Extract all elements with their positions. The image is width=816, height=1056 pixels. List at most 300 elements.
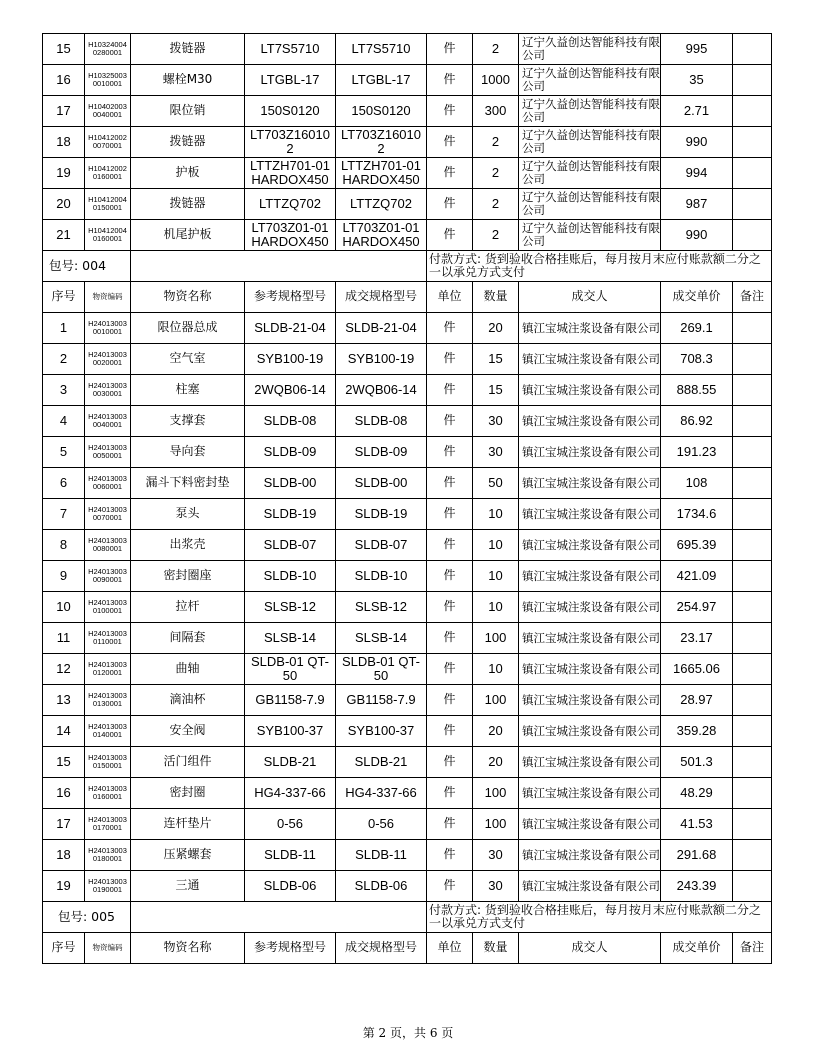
vendor: 镇江宝城注浆设备有限公司 xyxy=(519,499,661,530)
unit-price: 28.97 xyxy=(661,685,733,716)
reference-spec-line: SLSB-14 xyxy=(263,629,317,645)
deal-spec-line: SYB100-37 xyxy=(347,722,415,738)
note xyxy=(733,158,772,189)
reference-spec xyxy=(245,344,336,375)
material-code-line: H24013003 xyxy=(88,442,127,452)
vendor: 辽宁久益创达智能科技有限公司 xyxy=(519,158,661,189)
reference-spec xyxy=(245,158,336,189)
reference-spec xyxy=(245,778,336,809)
material-code-line: 0010001 xyxy=(92,327,123,336)
deal-spec-line: SLDB-09 xyxy=(354,443,408,459)
deal-spec xyxy=(336,623,427,654)
material-code-line: H24013003 xyxy=(88,473,127,483)
material-code xyxy=(85,468,131,499)
deal-spec-line: SLDB-21 xyxy=(354,753,408,769)
deal-spec xyxy=(336,344,427,375)
reference-spec-line: SYB100-37 xyxy=(256,722,324,738)
note xyxy=(733,592,772,623)
unit-price: 888.55 xyxy=(661,375,733,406)
header-deal-spec: 成交规格型号 xyxy=(336,282,427,313)
header-ref-spec: 参考规格型号 xyxy=(245,933,336,964)
package-004-header xyxy=(43,251,772,313)
deal-spec-line: HARDOX450 xyxy=(342,172,420,187)
material-name: 拨链器 xyxy=(131,34,245,65)
header-code: 物资编码 xyxy=(85,933,131,964)
material-code-line: H10402003 xyxy=(88,101,127,111)
material-code-line: H10324004 xyxy=(88,39,127,49)
material-name: 三通 xyxy=(131,871,245,902)
vendor: 镇江宝城注浆设备有限公司 xyxy=(519,406,661,437)
material-code-line: H24013003 xyxy=(88,659,127,669)
unit: 件 xyxy=(427,809,473,840)
vendor: 镇江宝城注浆设备有限公司 xyxy=(519,344,661,375)
material-code-line: 0060001 xyxy=(92,482,123,491)
reference-spec xyxy=(245,220,336,251)
unit: 件 xyxy=(427,530,473,561)
material-code-line: H10412002 xyxy=(88,163,127,173)
note xyxy=(733,747,772,778)
material-code-line: 0110001 xyxy=(93,637,122,646)
vendor: 镇江宝城注浆设备有限公司 xyxy=(519,468,661,499)
reference-spec-line: 50 xyxy=(282,668,298,683)
material-code xyxy=(85,220,131,251)
row-index: 19 xyxy=(43,871,85,902)
vendor: 镇江宝城注浆设备有限公司 xyxy=(519,561,661,592)
note xyxy=(733,406,772,437)
table-row xyxy=(43,468,772,499)
material-code xyxy=(85,437,131,468)
vendor: 辽宁久益创达智能科技有限公司 xyxy=(519,220,661,251)
material-code-line: H24013003 xyxy=(88,504,127,514)
table-row xyxy=(43,344,772,375)
unit: 件 xyxy=(427,468,473,499)
deal-spec xyxy=(336,871,427,902)
reference-spec-line: SLDB-19 xyxy=(263,505,317,521)
material-name: 限位器总成 xyxy=(131,313,245,344)
reference-spec-line: SLSB-12 xyxy=(263,598,317,614)
reference-spec-line: HARDOX450 xyxy=(251,172,329,187)
package-blank xyxy=(131,251,427,282)
header-ref-spec: 参考规格型号 xyxy=(245,282,336,313)
deal-spec xyxy=(336,375,427,406)
material-name: 安全阀 xyxy=(131,716,245,747)
vendor: 镇江宝城注浆设备有限公司 xyxy=(519,840,661,871)
row-index: 5 xyxy=(43,437,85,468)
unit: 件 xyxy=(427,561,473,592)
material-code-line: 0020001 xyxy=(92,358,123,367)
reference-spec-line: SLDB-06 xyxy=(263,877,317,893)
table-row xyxy=(43,189,772,220)
deal-spec-line: LTGBL-17 xyxy=(351,71,411,87)
deal-spec-line: HG4-337-66 xyxy=(345,784,417,800)
deal-spec xyxy=(336,592,427,623)
note xyxy=(733,840,772,871)
quantity: 20 xyxy=(473,313,519,344)
reference-spec-line: 150S0120 xyxy=(260,102,320,118)
row-index: 15 xyxy=(43,747,85,778)
material-code xyxy=(85,747,131,778)
unit-price: 108 xyxy=(661,468,733,499)
reference-spec xyxy=(245,871,336,902)
reference-spec xyxy=(245,189,336,220)
header-price: 成交单价 xyxy=(661,933,733,964)
quantity: 10 xyxy=(473,499,519,530)
table-row xyxy=(43,375,772,406)
deal-spec-line: SLDB-08 xyxy=(354,412,408,428)
unit: 件 xyxy=(427,158,473,189)
table-row xyxy=(43,716,772,747)
material-name: 泵头 xyxy=(131,499,245,530)
reference-spec xyxy=(245,654,336,685)
payment-terms: 付款方式: 货到验收合格挂账后，每月按月末应付账款额二分之一以承兑方式支付 xyxy=(427,251,772,282)
quantity: 100 xyxy=(473,685,519,716)
table-row xyxy=(43,685,772,716)
unit-price: 254.97 xyxy=(661,592,733,623)
table-row xyxy=(43,127,772,158)
material-code xyxy=(85,623,131,654)
vendor: 镇江宝城注浆设备有限公司 xyxy=(519,375,661,406)
row-index: 15 xyxy=(43,34,85,65)
unit: 件 xyxy=(427,623,473,654)
material-name: 导向套 xyxy=(131,437,245,468)
deal-spec xyxy=(336,530,427,561)
deal-spec-line: SLDB-06 xyxy=(354,877,408,893)
material-code-line: 0190001 xyxy=(92,885,123,894)
deal-spec xyxy=(336,65,427,96)
deal-spec-line: HARDOX450 xyxy=(342,234,420,249)
deal-spec xyxy=(336,685,427,716)
deal-spec-line: 0-56 xyxy=(367,815,395,831)
vendor: 辽宁久益创达智能科技有限公司 xyxy=(519,65,661,96)
unit: 件 xyxy=(427,189,473,220)
vendor: 镇江宝城注浆设备有限公司 xyxy=(519,716,661,747)
header-index: 序号 xyxy=(43,282,85,313)
unit: 件 xyxy=(427,747,473,778)
vendor: 镇江宝城注浆设备有限公司 xyxy=(519,530,661,561)
quantity: 10 xyxy=(473,561,519,592)
note xyxy=(733,437,772,468)
table-row xyxy=(43,530,772,561)
material-code-line: 0150001 xyxy=(92,203,123,212)
material-name: 螺栓M30 xyxy=(131,65,245,96)
reference-spec xyxy=(245,499,336,530)
unit: 件 xyxy=(427,654,473,685)
note xyxy=(733,375,772,406)
material-code-line: H24013003 xyxy=(88,349,127,359)
header-vendor: 成交人 xyxy=(519,282,661,313)
reference-spec xyxy=(245,561,336,592)
deal-spec-line: SLDB-10 xyxy=(354,567,408,583)
reference-spec xyxy=(245,65,336,96)
material-name: 机尾护板 xyxy=(131,220,245,251)
material-code-line: H10412004 xyxy=(88,225,127,235)
quantity: 20 xyxy=(473,716,519,747)
material-name: 拨链器 xyxy=(131,127,245,158)
table-row xyxy=(43,654,772,685)
package-004-rows xyxy=(43,313,772,902)
unit: 件 xyxy=(427,65,473,96)
table-row xyxy=(43,313,772,344)
material-name: 密封圈 xyxy=(131,778,245,809)
material-code xyxy=(85,592,131,623)
vendor: 镇江宝城注浆设备有限公司 xyxy=(519,592,661,623)
reference-spec-line: GB1158-7.9 xyxy=(255,691,325,707)
quantity: 10 xyxy=(473,654,519,685)
material-code-line: 0070001 xyxy=(92,141,123,150)
material-code-line: 0150001 xyxy=(92,761,123,770)
reference-spec-line: HG4-337-66 xyxy=(254,784,326,800)
material-code-line: H24013003 xyxy=(88,380,127,390)
reference-spec-line: SLDB-21 xyxy=(263,753,317,769)
row-index: 7 xyxy=(43,499,85,530)
unit-price: 990 xyxy=(661,220,733,251)
row-index: 8 xyxy=(43,530,85,561)
reference-spec-line: LTGBL-17 xyxy=(260,71,320,87)
reference-spec-line: LTTZQ702 xyxy=(259,195,321,211)
note xyxy=(733,96,772,127)
vendor: 辽宁久益创达智能科技有限公司 xyxy=(519,127,661,158)
reference-spec xyxy=(245,34,336,65)
vendor: 镇江宝城注浆设备有限公司 xyxy=(519,623,661,654)
unit: 件 xyxy=(427,716,473,747)
reference-spec xyxy=(245,840,336,871)
quantity: 100 xyxy=(473,809,519,840)
unit-price: 994 xyxy=(661,158,733,189)
material-code-line: 0160001 xyxy=(92,234,123,243)
unit: 件 xyxy=(427,592,473,623)
unit-price: 35 xyxy=(661,65,733,96)
table-row xyxy=(43,406,772,437)
unit-price: 695.39 xyxy=(661,530,733,561)
unit-price: 86.92 xyxy=(661,406,733,437)
header-vendor: 成交人 xyxy=(519,933,661,964)
reference-spec-line: SLDB-08 xyxy=(263,412,317,428)
page-number: 第 2 页，共 6 页 xyxy=(362,1026,454,1040)
header-note: 备注 xyxy=(733,282,772,313)
material-name: 限位销 xyxy=(131,96,245,127)
table-row xyxy=(43,499,772,530)
package-blank xyxy=(131,902,427,933)
deal-spec-line: SLDB-21-04 xyxy=(345,319,417,335)
note xyxy=(733,561,772,592)
material-code-line: H24013003 xyxy=(88,845,127,855)
vendor: 镇江宝城注浆设备有限公司 xyxy=(519,313,661,344)
material-code xyxy=(85,716,131,747)
table-row xyxy=(43,96,772,127)
deal-spec xyxy=(336,778,427,809)
unit-price: 48.29 xyxy=(661,778,733,809)
material-code-line: 0160001 xyxy=(92,792,123,801)
reference-spec xyxy=(245,468,336,499)
material-code xyxy=(85,406,131,437)
reference-spec xyxy=(245,623,336,654)
unit: 件 xyxy=(427,437,473,468)
unit: 件 xyxy=(427,406,473,437)
material-code-line: 0170001 xyxy=(92,823,123,832)
reference-spec-line: SLDB-07 xyxy=(263,536,317,552)
deal-spec xyxy=(336,654,427,685)
unit-price: 269.1 xyxy=(661,313,733,344)
material-code-line: H24013003 xyxy=(88,566,127,576)
unit-price: 421.09 xyxy=(661,561,733,592)
material-name: 连杆垫片 xyxy=(131,809,245,840)
row-index: 17 xyxy=(43,96,85,127)
unit: 件 xyxy=(427,96,473,127)
header-qty: 数量 xyxy=(473,282,519,313)
row-index: 10 xyxy=(43,592,85,623)
material-code-line: 0080001 xyxy=(92,544,123,553)
reference-spec xyxy=(245,375,336,406)
quantity: 300 xyxy=(473,96,519,127)
material-code xyxy=(85,344,131,375)
quantity: 2 xyxy=(473,158,519,189)
vendor: 镇江宝城注浆设备有限公司 xyxy=(519,871,661,902)
payment-terms: 付款方式: 货到验收合格挂账后，每月按月末应付账款额二分之一以承兑方式支付 xyxy=(427,902,772,933)
reference-spec-line: LTTZH701-01 xyxy=(250,157,330,173)
unit-price: 291.68 xyxy=(661,840,733,871)
quantity: 2 xyxy=(473,127,519,158)
deal-spec xyxy=(336,561,427,592)
unit-price: 1734.6 xyxy=(661,499,733,530)
reference-spec xyxy=(245,747,336,778)
reference-spec xyxy=(245,313,336,344)
deal-spec xyxy=(336,809,427,840)
reference-spec xyxy=(245,809,336,840)
material-code-line: 0280001 xyxy=(92,48,123,57)
deal-spec-line: SLSB-14 xyxy=(354,629,408,645)
quantity: 15 xyxy=(473,375,519,406)
unit-price: 359.28 xyxy=(661,716,733,747)
material-code-line: H24013003 xyxy=(88,752,127,762)
deal-spec-line: 2WQB06-14 xyxy=(345,381,417,397)
package-label: 包号: 005 xyxy=(43,902,131,933)
unit: 件 xyxy=(427,220,473,251)
note xyxy=(733,716,772,747)
material-code xyxy=(85,809,131,840)
material-code xyxy=(85,313,131,344)
quantity: 1000 xyxy=(473,65,519,96)
table-row xyxy=(43,840,772,871)
deal-spec-line: LT7S5710 xyxy=(351,40,411,56)
unit-price: 501.3 xyxy=(661,747,733,778)
deal-spec-line: GB1158-7.9 xyxy=(346,691,416,707)
unit-price: 987 xyxy=(661,189,733,220)
table-row xyxy=(43,158,772,189)
deal-spec-line: SLDB-01 QT- xyxy=(341,653,421,669)
row-index: 12 xyxy=(43,654,85,685)
material-code xyxy=(85,530,131,561)
reference-spec-line: HARDOX450 xyxy=(251,234,329,249)
note xyxy=(733,499,772,530)
unit-price: 2.71 xyxy=(661,96,733,127)
column-header-row xyxy=(43,933,772,964)
row-index: 1 xyxy=(43,313,85,344)
reference-spec-line: SYB100-19 xyxy=(256,350,324,366)
quantity: 2 xyxy=(473,34,519,65)
material-code-line: 0140001 xyxy=(92,730,123,739)
material-code-line: H24013003 xyxy=(88,721,127,731)
table-row xyxy=(43,437,772,468)
group-top-rows xyxy=(43,34,772,251)
note xyxy=(733,344,772,375)
row-index: 16 xyxy=(43,778,85,809)
deal-spec xyxy=(336,468,427,499)
note xyxy=(733,778,772,809)
material-code-line: 0090001 xyxy=(92,575,123,584)
material-code-line: H24013003 xyxy=(88,411,127,421)
table-row xyxy=(43,34,772,65)
row-index: 9 xyxy=(43,561,85,592)
material-code-line: H24013003 xyxy=(88,876,127,886)
unit: 件 xyxy=(427,840,473,871)
unit-price: 1665.06 xyxy=(661,654,733,685)
reference-spec-line: SLDB-10 xyxy=(263,567,317,583)
header-name: 物资名称 xyxy=(131,933,245,964)
reference-spec xyxy=(245,592,336,623)
row-index: 11 xyxy=(43,623,85,654)
material-code xyxy=(85,158,131,189)
vendor: 镇江宝城注浆设备有限公司 xyxy=(519,747,661,778)
reference-spec xyxy=(245,96,336,127)
deal-spec xyxy=(336,313,427,344)
material-name: 空气室 xyxy=(131,344,245,375)
reference-spec xyxy=(245,530,336,561)
material-code-line: 0050001 xyxy=(92,451,123,460)
note xyxy=(733,34,772,65)
note xyxy=(733,127,772,158)
deal-spec-line: SLDB-11 xyxy=(355,846,407,862)
material-code-line: 0030001 xyxy=(92,389,123,398)
deal-spec xyxy=(336,127,427,158)
note xyxy=(733,685,772,716)
header-unit: 单位 xyxy=(427,933,473,964)
deal-spec-line: LT703Z01-01 xyxy=(342,219,420,235)
material-name: 压紧螺套 xyxy=(131,840,245,871)
material-name: 护板 xyxy=(131,158,245,189)
table-row xyxy=(43,871,772,902)
material-code xyxy=(85,561,131,592)
material-name: 密封圈座 xyxy=(131,561,245,592)
quantity: 100 xyxy=(473,623,519,654)
deal-spec-line: SLSB-12 xyxy=(354,598,408,614)
reference-spec-line: SLDB-21-04 xyxy=(254,319,326,335)
material-code-line: H24013003 xyxy=(88,318,127,328)
note xyxy=(733,65,772,96)
material-code-line: H24013003 xyxy=(88,628,127,638)
quantity: 50 xyxy=(473,468,519,499)
material-code-line: 0160001 xyxy=(92,172,123,181)
row-index: 4 xyxy=(43,406,85,437)
material-name: 拨链器 xyxy=(131,189,245,220)
table-row xyxy=(43,220,772,251)
row-index: 21 xyxy=(43,220,85,251)
material-code-line: 0040001 xyxy=(92,420,123,429)
note xyxy=(733,871,772,902)
material-code xyxy=(85,189,131,220)
unit-price: 23.17 xyxy=(661,623,733,654)
reference-spec-line: LT7S5710 xyxy=(260,40,320,56)
note xyxy=(733,220,772,251)
material-code-line: 0130001 xyxy=(92,699,123,708)
row-index: 20 xyxy=(43,189,85,220)
vendor: 辽宁久益创达智能科技有限公司 xyxy=(519,34,661,65)
reference-spec-line: LT703Z01-01 xyxy=(251,219,329,235)
material-name: 漏斗下料密封垫 xyxy=(131,468,245,499)
material-code-line: H10325003 xyxy=(88,70,127,80)
header-code: 物资编码 xyxy=(85,282,131,313)
deal-spec-line: SLDB-00 xyxy=(354,474,408,490)
quantity: 30 xyxy=(473,840,519,871)
